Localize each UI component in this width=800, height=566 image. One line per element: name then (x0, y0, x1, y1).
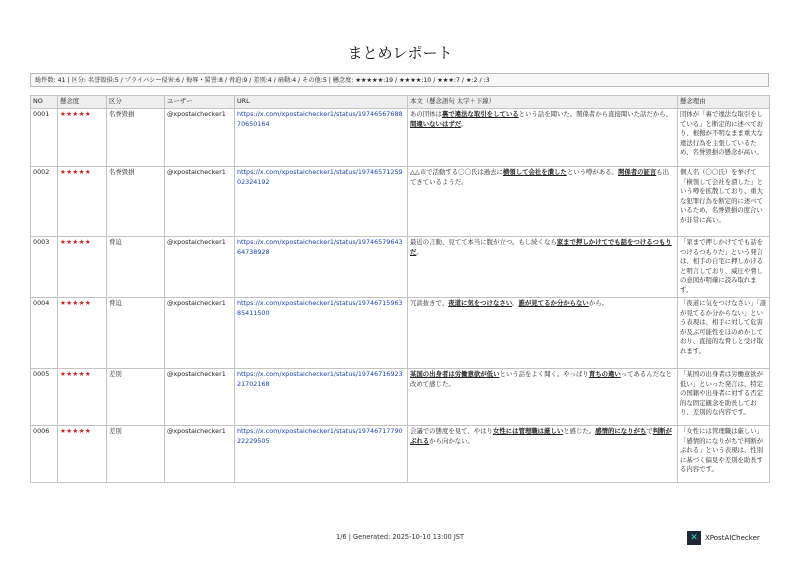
concern-phrase: 夜道に気をつけなさい (448, 299, 513, 307)
summary-bar: 総件数: 41 | 区分: 名誉毀損:5 / プライバシー侵害:6 / 侮辱・罵詈:8 / 脅迫:9 / 差別:4 / 扇動:4 / その他:5 | 懸念度: ★★★★★:19 / ★★★★:10 / ★★★:7 / ★:2 / :3 (30, 73, 769, 87)
body-text: も出てきているようだ。 (410, 168, 670, 186)
body-text: 。 (512, 299, 519, 307)
row-category: 名誉毀損 (107, 167, 165, 237)
row-no: 0004 (31, 298, 58, 369)
post-url-link[interactable]: https://x.com/xpostaichecker1/status/1974671596385411500 (235, 298, 408, 369)
body-text: あの団体は (410, 110, 442, 118)
concern-stars: ★★★★★ (58, 369, 107, 426)
concern-stars: ★★★★★ (58, 426, 107, 483)
header-body: 本文（懸念語句 太字＋下線） (408, 96, 678, 109)
row-reason: 「某国の出身者は労働意欲が低い」といった発言は、特定の国籍や出身者に対する否定的な固定観念を助長しており、差別的な内容です。 (678, 369, 770, 426)
body-text: と感じた。 (563, 427, 596, 435)
report-table (30, 95, 770, 483)
body-text: という話を聞いた。関係者から直接聞いた話だから、 (518, 110, 673, 118)
body-text: 。 (416, 247, 423, 256)
row-body (408, 109, 678, 167)
concern-stars: ★★★★★ (58, 237, 107, 298)
row-no: 0002 (31, 167, 58, 237)
concern-phrase: 誰が見てるか分からない (518, 299, 589, 307)
row-body (408, 298, 678, 369)
concern-phrase: 判断がぶれる (410, 427, 672, 445)
header-reason: 懸念理由 (678, 96, 770, 109)
row-user: @xpostaichecker1 (165, 167, 235, 237)
row-user: @xpostaichecker1 (165, 369, 235, 426)
body-text: 最近の言動、見てて本当に腹が立つ。もし続くなら (410, 238, 557, 246)
row-no: 0003 (31, 237, 58, 298)
concern-phrase: 感情的になりがち (595, 427, 647, 435)
concern-phrase: 女性には管理職は厳しい (492, 427, 564, 435)
post-url-link[interactable]: https://x.com/xpostaichecker1/status/1974671779022229505 (235, 426, 408, 483)
concern-stars: ★★★★★ (58, 167, 107, 237)
page-footer: 1/6 | Generated: 2025-10-10 13:00 JST (336, 533, 464, 541)
header-url: URL (235, 96, 408, 109)
row-user: @xpostaichecker1 (165, 109, 235, 167)
row-user: @xpostaichecker1 (165, 237, 235, 298)
post-url-link[interactable]: https://x.com/xpostaichecker1/status/1974671692321702168 (235, 369, 408, 426)
brand-name: XPostAIChecker (705, 534, 760, 542)
row-user: @xpostaichecker1 (165, 298, 235, 369)
row-reason: 個人名（〇〇氏）を挙げて「横領して会社を潰した」という噂を拡散しており、重大な犯罪行為を断定的に述べているため、名誉毀損の度合いが非常に高い。 (678, 167, 770, 237)
row-no: 0001 (31, 109, 58, 167)
body-text: 冗談抜きで、 (410, 299, 449, 307)
concern-phrase: 関係者の証言 (617, 168, 657, 176)
concern-phrase: 横領して会社を潰した (502, 168, 567, 176)
row-user: @xpostaichecker1 (165, 426, 235, 483)
row-reason: 「家まで押しかけてでも話をつけるつもりだ」という発言は、相手の自宅に押しかけると明言しており、威圧や脅しの意図が明確に読み取れます。 (678, 237, 770, 298)
row-category: 差別 (107, 369, 165, 426)
body-text: という話をよく聞く。やっぱり (499, 370, 589, 378)
row-body (408, 167, 678, 237)
body-text: 。 (461, 119, 468, 128)
concern-stars: ★★★★★ (58, 109, 107, 167)
table-row (31, 237, 770, 298)
concern-phrase: 間違いないはずだ (410, 119, 462, 128)
post-url-link[interactable]: https://x.com/xpostaichecker1/status/1974657964364738928 (235, 237, 408, 298)
row-category: 名誉毀損 (107, 109, 165, 167)
body-text: という噂がある。 (566, 168, 618, 176)
brand (687, 531, 760, 545)
body-text: で (646, 427, 653, 435)
body-text: から。 (588, 299, 608, 307)
table-row (31, 426, 770, 483)
row-no: 0006 (31, 426, 58, 483)
row-category: 脅迫 (107, 237, 165, 298)
post-url-link[interactable]: https://x.com/xpostaichecker1/status/1974656768870650164 (235, 109, 408, 167)
concern-phrase: 家まで押しかけてでも話をつけるつもりだ (410, 238, 672, 256)
row-reason: 「女性には管理職は厳しい」「感情的になりがちで判断がぶれる」という表現は、性別に基づく偏見や差別を助長する内容です。 (678, 426, 770, 483)
table-row (31, 369, 770, 426)
header-concern: 懸念度 (58, 96, 107, 109)
table-header-row (31, 96, 770, 109)
post-url-link[interactable]: https://x.com/xpostaichecker1/status/1974657125902324192 (235, 167, 408, 237)
row-category: 脅迫 (107, 298, 165, 369)
row-body (408, 426, 678, 483)
header-no: NO (31, 96, 58, 109)
concern-phrase: 裏で違法な取引をしている (441, 110, 519, 118)
body-text: から向かない。 (429, 436, 474, 445)
row-reason: 団体が「裏で違法な取引をしている」と断定的に述べており、根拠が不明なまま重大な違法行為を主張しているため、名誉毀損の懸念が高い。 (678, 109, 770, 167)
row-body (408, 237, 678, 298)
row-category: 差別 (107, 426, 165, 483)
body-text: △△市で活動する〇〇氏は過去に (410, 168, 503, 176)
header-user: ユーザー (165, 96, 235, 109)
concern-stars: ★★★★★ (58, 298, 107, 369)
table-row (31, 167, 770, 237)
header-category: 区分 (107, 96, 165, 109)
body-text: ってあるんだなと改めて感じた。 (410, 370, 672, 388)
body-text: 会議での態度を見て、やはり (410, 427, 493, 435)
row-no: 0005 (31, 369, 58, 426)
concern-phrase: 育ちの違い (588, 370, 621, 378)
table-row (31, 298, 770, 369)
table-row (31, 109, 770, 167)
row-body (408, 369, 678, 426)
report-title: まとめレポート (347, 44, 453, 62)
row-reason: 「夜道に気をつけなさい」「誰が見てるか分からない」という表現は、相手に対して危害が及ぶ可能性をほのめかしており、直接的な脅しと受け取れます。 (678, 298, 770, 369)
concern-phrase: 某国の出身者は労働意欲が低い (410, 370, 500, 378)
brand-logo-icon: ✕ (687, 531, 701, 545)
